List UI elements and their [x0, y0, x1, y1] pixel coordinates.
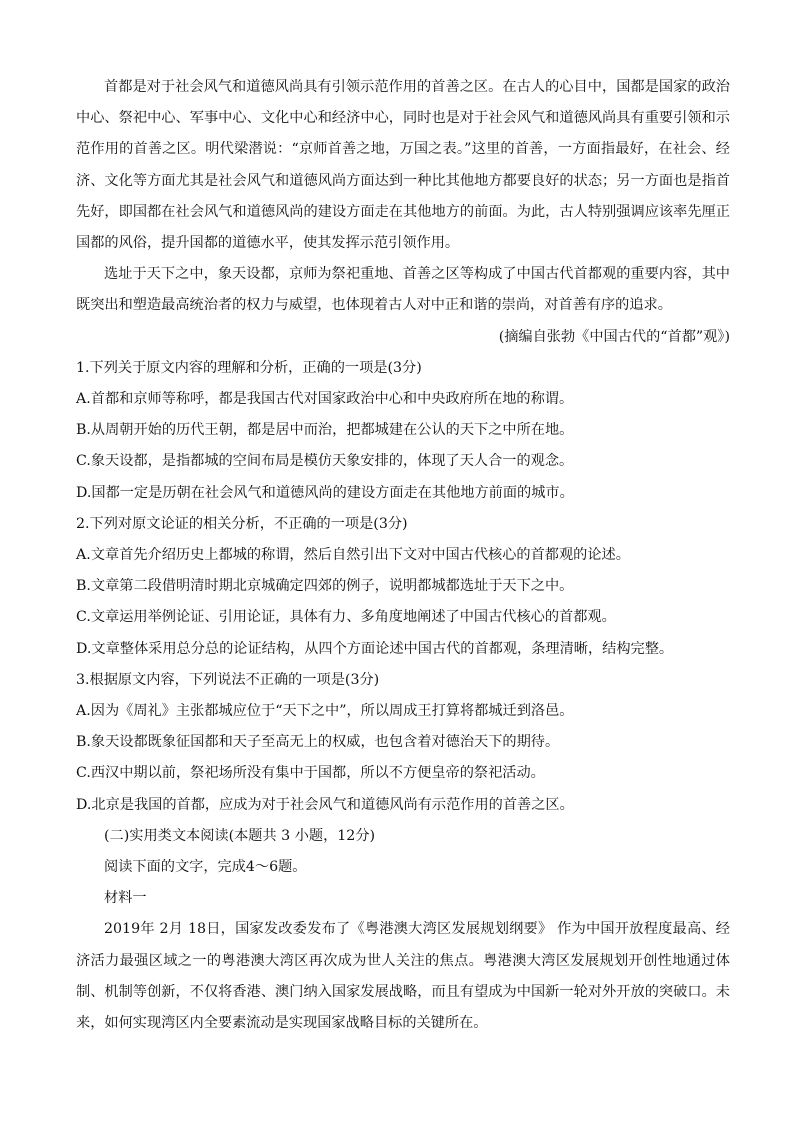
question-3-option-c: C.西汉中期以前，祭祀场所没有集中于国都，所以不方便皇帝的祭祀活动。	[76, 765, 545, 782]
question-2-option-a: A.文章首先介绍历史上都城的称谓，然后自然引出下文对中国古代核心的首都观的论述。	[76, 547, 630, 564]
question-1-option-d: D.国都一定是历朝在社会风气和道德风尚的建设方面走在其他地方前面的城市。	[76, 484, 574, 501]
question-3-stem: 3.根据原文内容，下列说法不正确的一项是(3分)	[76, 671, 380, 688]
question-3-option-d: D.北京是我国的首都，应成为对于社会风气和道德风尚有示范作用的首善之区。	[76, 796, 574, 813]
question-2-option-c: C.文章运用举例论证、引用论证，具体有力、多角度地阐述了中国古代核心的首都观。	[76, 609, 616, 626]
question-1-stem: 1.下列关于原文内容的理解和分析，正确的一项是(3分)	[76, 359, 422, 376]
section-2-heading: (二)实用类文本阅读(本题共 3 小题，12分)	[104, 827, 376, 844]
passage-source: (摘编自张勃《中国古代的“首都”观》)	[498, 328, 730, 345]
question-2-option-b: B.文章第二段借明清时期北京城确定四郊的例子，说明都城都选址于天下之中。	[76, 578, 574, 595]
question-1-option-b: B.从周朝开始的历代王朝，都是居中而治，把都城建在公认的天下之中所在地。	[76, 422, 574, 439]
passage-paragraph-1: 首都是对于社会风气和道德风尚具有引领示范作用的首善之区。在古人的心目中，国都是国家的政治中心、祭祀中心、军事中心、文化中心和经济中心，同时也是对于社会风气和道德风尚具有重要引领和示范作用的首善之区。明代梁潜说：“京师首善之地，万国之表。”这里的首善，一方面指最好，在社会、经济、文化等方面尤其是社会风气和道德风尚方面达到一种比其他地方都要良好的状态；另一方面也是指首先好，即国都在社会风气和道德风尚的建设方面走在其他地方的前面。为此，古人特别强调应该率先厘正国都的风俗，提升国都的道德水平，使其发挥示范引领作用。	[76, 79, 730, 252]
document-page	[76, 72, 730, 1039]
question-1-option-c: C.象天设都，是指都城的空间布局是模仿天象安排的，体现了天人合一的观念。	[76, 453, 574, 470]
question-2-option-d: D.文章整体采用总分总的论证结构，从四个方面论述中国古代的首都观，条理清晰，结构完整。	[76, 640, 674, 657]
section-2-instruction: 阅读下面的文字，完成4～6题。	[104, 859, 307, 876]
question-1-option-a: A.首都和京师等称呼，都是我国古代对国家政治中心和中央政府所在地的称谓。	[76, 391, 574, 408]
question-2-stem: 2.下列对原文论证的相关分析，不正确的一项是(3分)	[76, 515, 408, 532]
question-3-option-b: B.象天设都既象征国都和天子至高无上的权威，也包含着对德治天下的期待。	[76, 734, 560, 751]
material-1-label: 材料一	[104, 890, 147, 907]
question-3-option-a: A.因为《周礼》主张都城应位于“天下之中”，所以周成王打算将都城迁到洛邑。	[76, 703, 574, 720]
passage-paragraph-2: 选址于天下之中，象天设都，京师为祭祀重地、首善之区等构成了中国古代首都观的重要内容，其中既突出和塑造最高统治者的权力与威望，也体现着古人对中正和谐的崇尚，对首善有序的追求。	[76, 266, 730, 314]
material-1-paragraph: 2019年 2月 18日，国家发改委发布了《粤港澳大湾区发展规划纲要》 作为中国开放程度最高、经济活力最强区域之一的粤港澳大湾区再次成为世人关注的焦点。粤港澳大湾区发展规划开创性地通过体制、机制等创新，不仅将香港、澳门纳入国家发展战略，而且有望成为中国新一轮对外开放的突破口。未来，如何实现湾区内全要素流动是实现国家战略目标的关键所在。	[76, 921, 730, 1032]
